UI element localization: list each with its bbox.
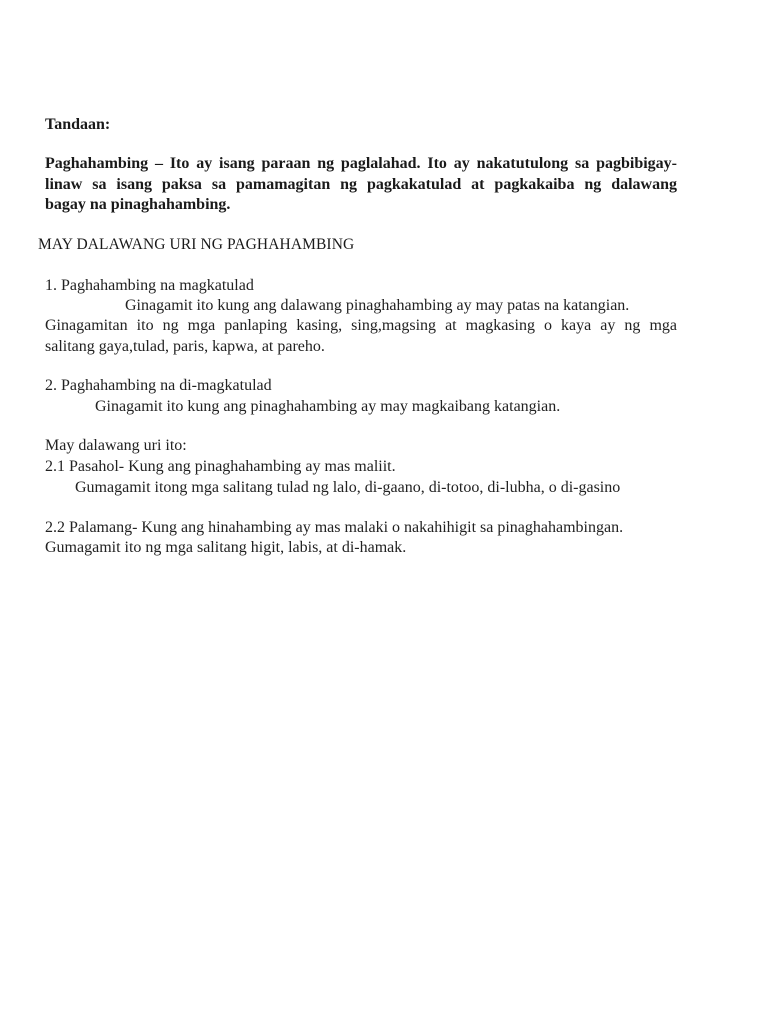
definition-line-3: bagay na pinaghahambing. [45,196,231,213]
section-heading: MAY DALAWANG URI NG PAGHAHAMBING [38,236,355,253]
item2-line-1: Ginagamit ito kung ang pinaghahambing ay may magkaibang katangian. [95,398,561,415]
definition-line-1: Paghahambing – Ito ay isang paraan ng paglalahad. Ito ay nakatutulong sa pagbibigay- [45,155,677,172]
palamang-text: Gumagamit ito ng mga salitang higit, labis, at di-hamak. [45,539,407,556]
pasahol-text: Gumagamit itong mga salitang tulad ng lalo, di-gaano, di-totoo, di-lubha, o di-gasino [75,479,621,496]
palamang-title: 2.2 Palamang- Kung ang hinahambing ay mas malaki o nakahihigit sa pinaghahambingan. [45,519,624,536]
definition-line-2: linaw sa isang paksa sa pamamagitan ng pagkakatulad at pagkakaiba ng dalawang [45,176,677,193]
item1-line-2: Ginagamitan ito ng mga panlaping kasing, sing,magsing at magkasing o kaya ay ng mga [45,317,677,334]
item1-line-3: salitang gaya,tulad, paris, kapwa, at pareho. [45,338,325,355]
tandaan-label: Tandaan: [45,116,111,133]
item2-title: 2. Paghahambing na di-magkatulad [45,377,272,394]
item1-line-1: Ginagamit ito kung ang dalawang pinaghahambing ay may patas na katangian. [125,297,630,314]
item1-title: 1. Paghahambing na magkatulad [45,277,254,294]
pasahol-title: 2.1 Pasahol- Kung ang pinaghahambing ay mas maliit. [45,458,396,475]
subtypes-intro: May dalawang uri ito: [45,437,187,454]
